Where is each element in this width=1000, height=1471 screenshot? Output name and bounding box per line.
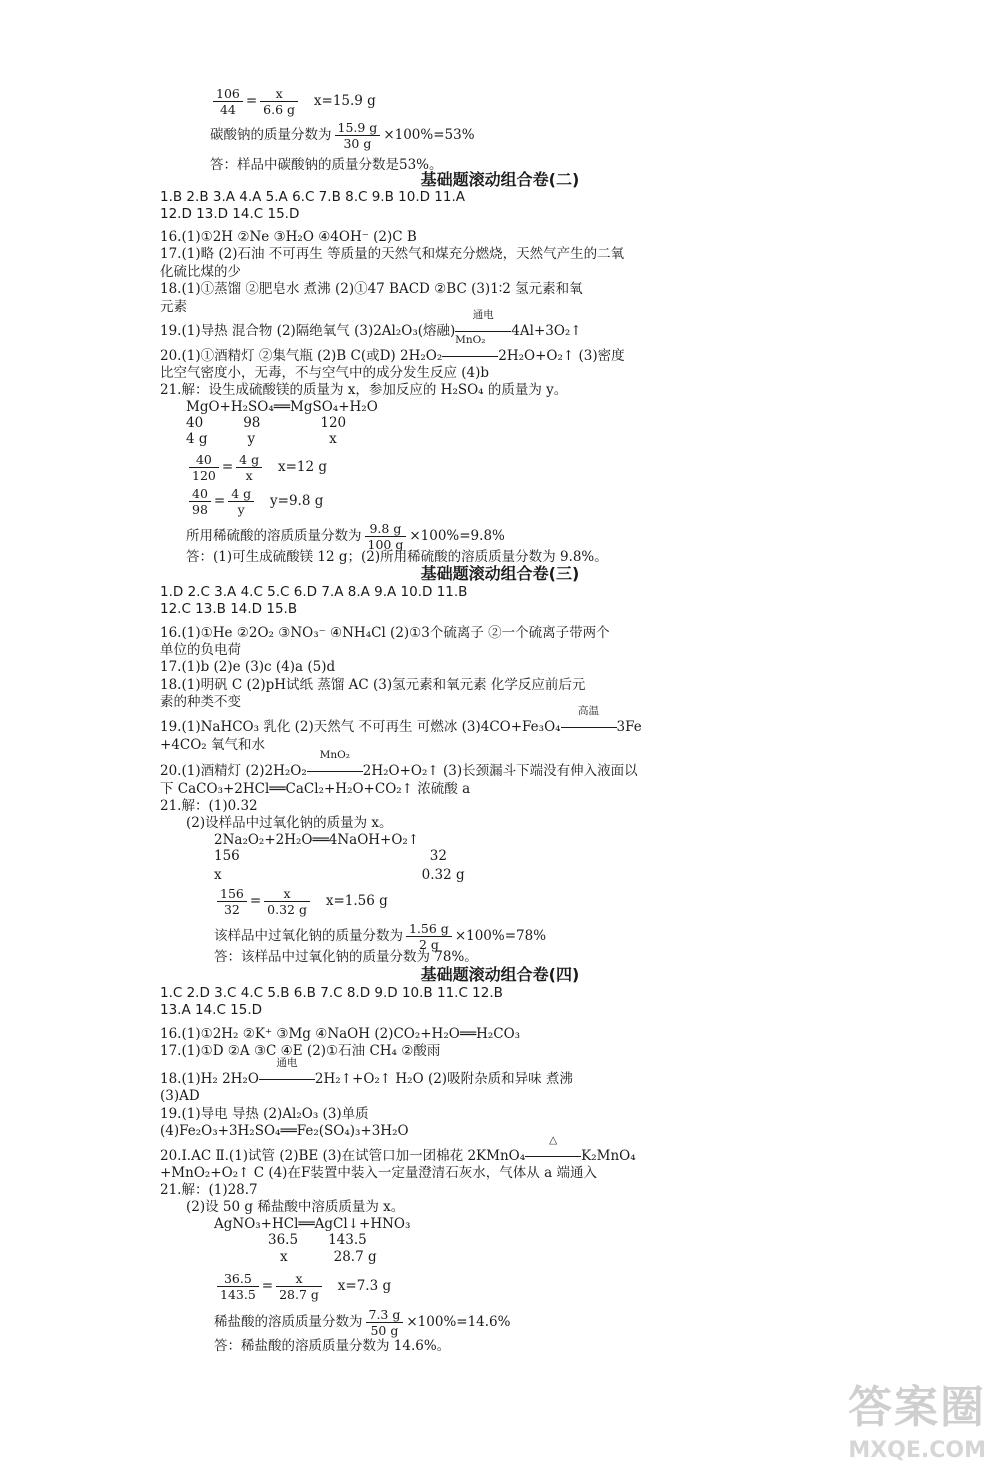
s2-answer: 答：(1)可生成硫酸镁 12 g；(2)所用稀硫酸的溶质质量分数为 9.8%。 (186, 549, 608, 565)
s4-q19-line2: (4)Fe₂O₃+3H₂SO₄══Fe₂(SO₄)₃+3H₂O (160, 1123, 409, 1139)
s2-q19: 19.(1)导热 混合物 (2)隔绝氧气 (3)2Al₂O₃(熔融) 通电 4Al+3O₂↑ (160, 309, 582, 339)
s2-q17-line2: 化硫比煤的少 (160, 264, 241, 280)
s3-q20-line2: 下 CaCO₃+2HCl══CaCl₂+H₂O+CO₂↑ 浓硫酸 a (160, 781, 471, 797)
s4-mass-fraction: 稀盐酸的溶质质量分数为 $\frac{7.3 g}{50 g}$ ×100%=14.6% (214, 1307, 511, 1338)
s3-mc-line2: 12.C 13.B 14.D 15.B (160, 601, 298, 617)
s4-answer: 答：稀盐酸的溶质质量分数为 14.6%。 (214, 1338, 451, 1354)
section-heading-2: 基础题滚动组合卷(二) (420, 170, 580, 189)
s3-q19-line2: +4CO₂ 氧气和水 (160, 737, 266, 753)
s3-ratio-x: $\frac{156}{32}$ = $\frac{x}{0.32 g}$ x=1.56 g (214, 886, 388, 917)
s2-row1: 40 98 120 (186, 415, 347, 431)
s2-q17-line1: 17.(1)略 (2)石油 不可再生 等质量的天然气和煤充分燃烧，天然气产生的二氧 (160, 246, 625, 262)
s3-q18-line1: 18.(1)明矾 C (2)pH试纸 蒸馏 AC (3)氢元素和氧元素 化学反应前后元 (160, 677, 586, 693)
s3-row2: x 0.32 g (214, 867, 465, 883)
s4-q16: 16.(1)①2H₂ ②K⁺ ③Mg ④NaOH (2)CO₂+H₂O══H₂CO₃ (160, 1026, 521, 1042)
s3-q16-line1: 16.(1)①He ②2O₂ ③NO₃⁻ ④NH₄Cl (2)①3个硫离子 ②一个硫离子带两个 (160, 625, 610, 641)
s2-q20-line1: 20.(1)①酒精灯 ②集气瓶 (2)B C(或D) 2H₂O₂ MnO₂ 2H₂O+O₂↑ (3)密度 (160, 334, 625, 364)
s3-q19-line1: 19.(1)NaHCO₃ 乳化 (2)天然气 不可再生 可燃冰 (3)4CO+Fe₃O₄ 高温 3Fe (160, 705, 642, 735)
s3-row1: 156 32 (214, 848, 447, 864)
s4-mc-line2: 13.A 14.C 15.D (160, 1002, 263, 1018)
s4-row1: 36.5 143.5 (268, 1232, 367, 1248)
section-heading-3: 基础题滚动组合卷(三) (420, 564, 580, 583)
s2-ratio-y: $\frac{40}{98}$ = $\frac{4 g}{y}$ y=9.8 g (186, 486, 323, 517)
s4-q21-line1: 21.解：(1)28.7 (160, 1182, 258, 1198)
s3-mc-line1: 1.D 2.C 3.A 4.C 5.C 6.D 7.A 8.A 9.A 10.D 11.B (160, 584, 468, 600)
s3-q21-line2: (2)设样品中过氧化钠的质量为 x。 (186, 815, 393, 831)
s2-q20-line2: 比空气密度小，无毒，不与空气中的成分发生反应 (4)b (160, 365, 490, 381)
s4-q20-line2: +MnO₂+O₂↑ C (4)在F装置中装入一定量澄清石灰水，气体从 a 端通入 (160, 1165, 597, 1181)
intro-mass-fraction: 碳酸钠的质量分数为 $\frac{15.9 g}{30 g}$ ×100%=53% (210, 120, 475, 151)
s4-q21-line2: (2)设 50 g 稀盐酸中溶质质量为 x。 (186, 1199, 405, 1215)
watermark-url: MXQE.COM (848, 1438, 986, 1463)
s2-mass-fraction: 所用稀硫酸的溶质质量分数为 $\frac{9.8 g}{100 g}$ ×100%=9.8% (186, 521, 505, 552)
s2-q16: 16.(1)①2H ②Ne ③H₂O ④4OH⁻ (2)C B (160, 229, 417, 245)
s2-q18-line1: 18.(1)①蒸馏 ②肥皂水 煮沸 (2)①47 BACD ②BC (3)1∶2 氢元素和氧 (160, 281, 583, 297)
s3-equation: 2Na₂O₂+2H₂O══4NaOH+O₂↑ (214, 832, 420, 848)
s2-ratio-x: $\frac{40}{120}$ = $\frac{4 g}{x}$ x=12 g (186, 452, 327, 483)
s4-q18-line2: (3)AD (160, 1088, 200, 1104)
s4-q20-line1: 20.Ⅰ.AC Ⅱ.(1)试管 (2)BE (3)在试管口加一团棉花 2KMnO₄ △ K₂MnO₄ (160, 1134, 636, 1164)
s2-row2: 4 g y x (186, 431, 337, 447)
s2-mc-line2: 12.D 13.D 14.C 15.D (160, 206, 300, 222)
intro-ratio: $\frac{106}{44}$ = $\frac{x}{6.6 g}$ x=15.9 g (210, 86, 376, 117)
s2-mc-line1: 1.B 2.B 3.A 4.A 5.A 6.C 7.B 8.C 9.B 10.D 11.A (160, 189, 466, 205)
s3-mass-fraction: 该样品中过氧化钠的质量分数为 $\frac{1.56 g}{2 g}$ ×100%=78% (214, 921, 547, 952)
s4-equation: AgNO₃+HCl══AgCl↓+HNO₃ (214, 1216, 411, 1232)
s2-equation: MgO+H₂SO₄══MgSO₄+H₂O (186, 399, 378, 415)
s3-q17: 17.(1)b (2)e (3)c (4)a (5)d (160, 659, 336, 675)
s4-q19-line1: 19.(1)导电 导热 (2)Al₂O₃ (3)单质 (160, 1106, 369, 1122)
s3-q16-line2: 单位的负电荷 (160, 642, 241, 658)
s3-q18-line2: 素的种类不变 (160, 694, 241, 710)
intro-answer: 答：样品中碳酸钠的质量分数是53%。 (210, 157, 443, 173)
s4-q17: 17.(1)①D ②A ③C ④E (2)①石油 CH₄ ②酸雨 (160, 1043, 441, 1059)
watermark-logo-text: 答案圈 (848, 1382, 986, 1433)
section-heading-4: 基础题滚动组合卷(四) (420, 965, 580, 984)
s3-answer: 答：该样品中过氧化钠的质量分数为 78%。 (214, 949, 478, 965)
s4-mc-line1: 1.C 2.D 3.C 4.C 5.B 6.B 7.C 8.D 9.D 10.B 11.C 12.B (160, 985, 503, 1001)
s4-ratio-x: $\frac{36.5}{143.5}$ = $\frac{x}{28.7 g}$ x=7.3 g (214, 1271, 391, 1302)
s4-q18-line1: 18.(1)H₂ 2H₂O 通电 2H₂↑+O₂↑ H₂O (2)吸附杂质和异味 煮沸 (160, 1057, 573, 1087)
s2-q18-line2: 元素 (160, 299, 187, 315)
watermark (796, 1371, 986, 1463)
s3-q21-line1: 21.解：(1)0.32 (160, 798, 258, 814)
s4-row2: x 28.7 g (280, 1249, 377, 1265)
s3-q20-line1: 20.(1)酒精灯 (2)2H₂O₂ MnO₂ 2H₂O+O₂↑ (3)长颈漏斗下端没有伸入液面以 (160, 749, 638, 779)
s2-q21: 21.解：设生成硫酸镁的质量为 x，参加反应的 H₂SO₄ 的质量为 y。 (160, 382, 568, 398)
